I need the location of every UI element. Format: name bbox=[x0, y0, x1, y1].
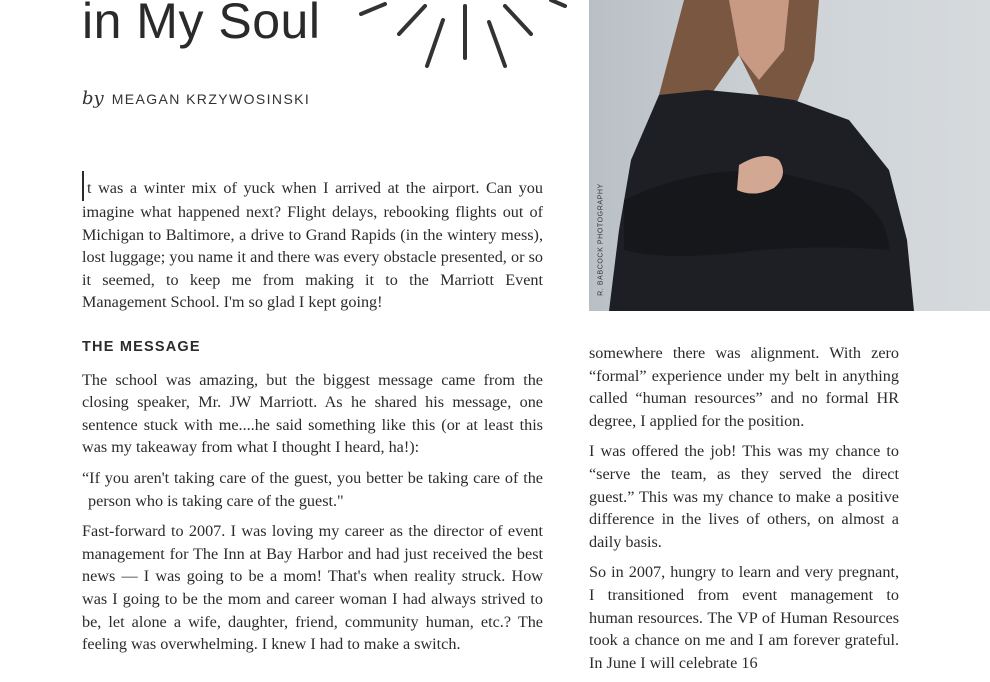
portrait-illustration bbox=[589, 0, 990, 311]
pull-quote: “If you aren't taking care of the guest, you better be taking care of the person who is taking care of the guest." bbox=[82, 468, 543, 510]
sunburst-decoration bbox=[355, 0, 575, 80]
intro-paragraph bbox=[82, 171, 543, 314]
article-title: in My Soul bbox=[82, 0, 321, 49]
body-paragraph: The school was amazing, but the biggest message came from the closing speaker, Mr. JW Marriott. As he shared his message, one sentence stuck with me....he said something like this (or at least this was my takeaway from what I thought I heard, ha!): bbox=[82, 370, 543, 457]
left-column bbox=[82, 171, 543, 664]
intro-text: t was a winter mix of yuck when I arrived at the airport. Can you imagine what happened next? Flight delays, rebooking flights out of Michigan to Baltimore, a drive to Grand Rapids (in the wintery mess), lost luggage; you name it and there was every obstacle presented, or so it seemed, to keep me from making it to the Marriott Event Management School. I'm so glad I kept going! bbox=[82, 179, 543, 312]
author-name: MEAGAN KRZYWOSINSKI bbox=[111, 91, 311, 107]
photo-credit: R. BABCOCK PHOTOGRAPHY bbox=[597, 183, 605, 296]
author-photo bbox=[589, 0, 990, 311]
byline-prefix: by bbox=[82, 88, 104, 109]
body-paragraph: I was offered the job! This was my chance to “serve the team, as they served the direct guest.” This was my chance to make a positive difference in the lives of others, on almost a daily basis. bbox=[589, 442, 899, 551]
right-column bbox=[589, 342, 899, 682]
section-heading: THE MESSAGE bbox=[82, 338, 201, 355]
body-paragraph: somewhere there was alignment. With zero “formal” experience under my belt in anything called “human resources” and no formal HR degree, I applied for the position. bbox=[589, 344, 899, 430]
body-paragraph: So in 2007, hungry to learn and very pregnant, I transitioned from event management to human resources. The VP of Human Resources took a chance on me and I am forever grateful. In June I will celebrate 16 bbox=[589, 563, 899, 672]
dropcap-letter bbox=[82, 171, 84, 201]
byline bbox=[82, 88, 310, 109]
body-paragraph: Fast-forward to 2007. I was loving my career as the director of event management for The Inn at Bay Harbor and had just received the best news — I was going to be a mom! That's when reality struck. How was I going to be the mom and career woman I had always strived to be, let alone a wife, daughter, friend, community human, etc.? The feeling was overwhelming. I knew I had to make a switch. bbox=[82, 522, 543, 654]
